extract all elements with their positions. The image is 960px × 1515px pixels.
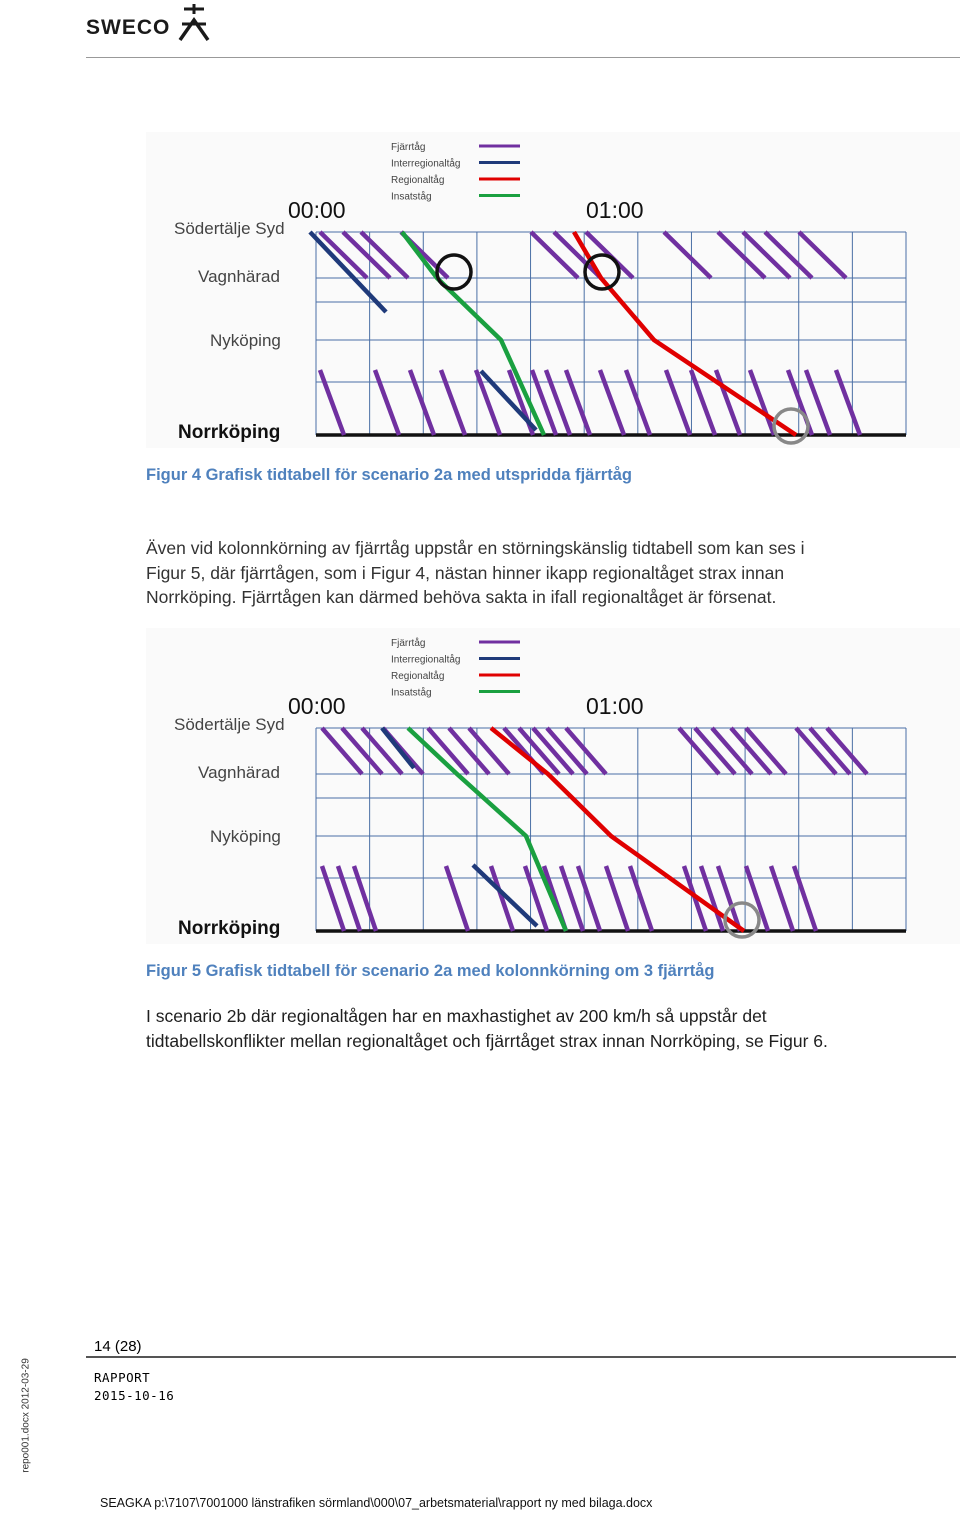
time-label: 00:00 [288, 693, 346, 719]
station-label: Södertälje Syd [174, 715, 285, 734]
figure-4-caption: Figur 4 Grafisk tidtabell för scenario 2a med utspridda fjärrtåg [146, 466, 632, 484]
legend-label: Fjärrtåg [391, 142, 426, 153]
time-label: 01:00 [586, 693, 644, 719]
template-code: repo001.docx 2012-03-29 [20, 1358, 32, 1473]
timetable-chart-figure-4 [146, 132, 960, 448]
legend-label: Insatståg [391, 687, 432, 699]
figure-5-caption: Figur 5 Grafisk tidtabell för scenario 2a med kolonnkörning om 3 fjärrtåg [146, 962, 715, 980]
paragraph-line: I scenario 2b där regionaltågen har en maxhastighet av 200 km/h så uppstår det [146, 1006, 767, 1026]
paragraph-line: tidtabellskonflikter mellan regionaltåget och fjärrtåget strax innan Norrköping, se Figur 6. [146, 1030, 828, 1051]
body-paragraph-1 [146, 536, 946, 610]
sweco-logo-icon [176, 2, 212, 42]
report-date: 2015-10-16 [94, 1388, 175, 1403]
legend-label: Interregionaltåg [391, 654, 461, 666]
sweco-logo-text: SWECO [86, 16, 171, 39]
station-label: Vagnhärad [198, 763, 280, 782]
timetable-chart-figure-5 [146, 628, 960, 944]
station-label: Norrköping [178, 422, 281, 443]
station-label: Nyköping [210, 331, 281, 350]
station-label: Nyköping [210, 827, 281, 846]
legend-label: Interregionaltåg [391, 158, 461, 170]
report-label: RAPPORT [94, 1370, 151, 1385]
legend-label: Fjärrtåg [391, 638, 426, 649]
file-path: SEAGKA p:\7107\7001000 länstrafiken sörmland\000\07_arbetsmaterial\rapport ny med bilaga.docx [100, 1496, 653, 1510]
paragraph-line: Norrköping. Fjärrtågen kan därmed behöva sakta in ifall regionaltåget är försenat. [146, 587, 777, 607]
time-label: 00:00 [288, 197, 346, 223]
paragraph-line: Figur 5, där fjärrtågen, som i Figur 4, nästan hinner ikapp regionaltåget strax innan [146, 562, 785, 583]
station-label: Vagnhärad [198, 267, 280, 286]
paragraph-line: Även vid kolonnkörning av fjärrtåg uppstår en störningskänslig tidtabell som kan ses i [146, 538, 805, 558]
station-label: Norrköping [178, 918, 281, 939]
header-rule [86, 57, 960, 58]
station-label: Södertälje Syd [174, 219, 285, 238]
legend-label: Regionaltåg [391, 175, 445, 186]
legend-label: Regionaltåg [391, 671, 445, 682]
time-label: 01:00 [586, 197, 644, 223]
legend-label: Insatståg [391, 191, 432, 203]
page-number: 14 (28) [94, 1338, 142, 1355]
footer-rule [86, 1356, 956, 1358]
body-paragraph-2 [146, 1004, 946, 1053]
